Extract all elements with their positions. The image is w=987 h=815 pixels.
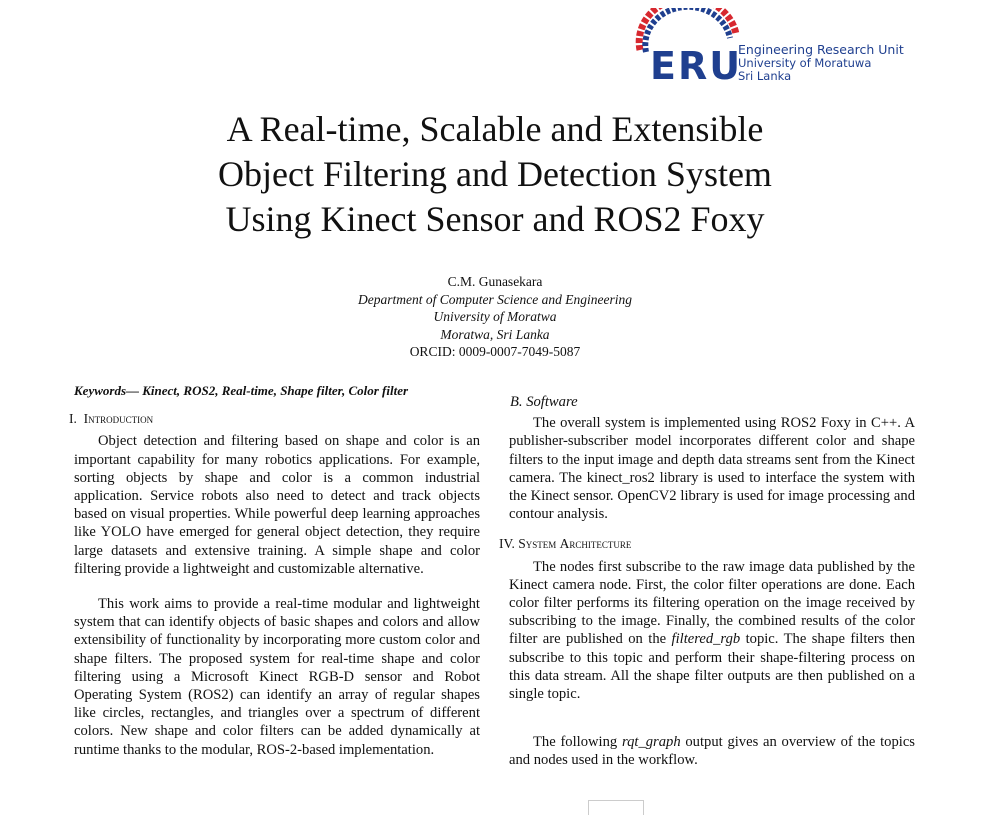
filtered-rgb-topic: filtered_rgb (671, 631, 741, 648)
author-location: Moratwa, Sri Lanka (440, 326, 550, 342)
architecture-paragraph-2 (509, 733, 915, 769)
software-heading: B. Software (510, 394, 578, 410)
introduction-paragraph-1: Object detection and filtering based on shape and color is an important capability for many robotics applications. For example, sorting objects by shape and color is a common industrial application. Service robots also need to detect and track objects based on visual properties. While powerful deep learning approaches like YOLO have emerged for general object detection, they require large datasets and extensive training. A simple shape and color filtering provide a lightweight and customizable alternative. (74, 433, 480, 577)
architecture-numeral: IV. (499, 536, 515, 552)
introduction-heading (69, 410, 480, 428)
introduction-numeral: I. (69, 411, 77, 427)
title-line-1: A Real-time, Scalable and Extensible (226, 109, 764, 149)
author-block (250, 273, 740, 361)
introduction-heading-cap: I (83, 411, 89, 427)
architecture-paragraph-1 (509, 558, 915, 704)
rqt-graph-tool: rqt_graph (621, 734, 681, 751)
logo-country: Sri Lanka (738, 69, 792, 83)
author-department: Department of Computer Science and Engineering (357, 291, 633, 307)
author-name: C.M. Gunasekara (447, 274, 543, 289)
architecture-p1-b: topic. The shape filters then subscribe to this topic and perform their shape-filtering process on this data stream. All the shape filter outputs are then published on a single topic. (509, 631, 915, 703)
author-orcid: ORCID: 0009-0007-7049-5087 (409, 344, 581, 359)
architecture-p1-a: The nodes first subscribe to the raw image data published by the Kinect camera node. First, the color filter operations are done. Each color filter performs its filtering operation on the image received by subscribing to the image. Finally, the combined results of the color filter are published on the (509, 558, 915, 648)
left-column (69, 382, 480, 759)
logo-unit-name: Engineering Research Unit (738, 42, 904, 57)
title-line-3: Using Kinect Sensor and ROS2 Foxy (225, 199, 765, 239)
architecture-heading-rest: ystem (525, 536, 560, 552)
introduction-heading-rest: ntroduction (88, 411, 154, 427)
logo-text (738, 42, 904, 83)
architecture-heading-cap: S (518, 536, 526, 552)
keywords: Keywords— Kinect, ROS2, Real-time, Shape filter, Color filter (74, 383, 409, 398)
logo-letters: ERU (650, 44, 743, 88)
architecture-heading (499, 535, 915, 553)
author-university: University of Moratwa (433, 309, 557, 324)
paper-title (150, 107, 840, 242)
architecture-p2-a: The following (533, 734, 622, 751)
architecture-p2-b: output gives an overview of the topics and nodes used in the workflow. (509, 734, 915, 769)
architecture-heading-cap2: A (559, 536, 570, 552)
software-paragraph: The overall system is implemented using ROS2 Foxy in C++. A publisher-subscriber model incorporates different color and shape filters to the input image and depth data streams sent from the Kinect camera. The kinect_ros2 library is used to interface the system with the Kinect sensor. OpenCV2 library is used for image processing and contour analysis. (509, 415, 915, 523)
architecture-heading-rest2: rchitecture (569, 536, 632, 552)
eru-logo (632, 8, 922, 88)
introduction-paragraph-2: This work aims to provide a real-time modular and lightweight system that can identify objects of basic shapes and colors and allow extensibility of functionality by incorporating more custom color and shape filters. The proposed system for real-time shape and color filtering using a Microsoft Kinect RGB-D sensor and Robot Operating System (ROS2) can identify an array of regular shapes like circles, rectangles, and triangles over a spectrum of different colors. New shape and color filters can be added dynamically at runtime thanks to the modular, ROS-2-based implementation. (74, 596, 480, 758)
right-column (499, 393, 915, 770)
logo-university: University of Moratuwa (738, 56, 872, 70)
rqt-graph-figure (588, 800, 644, 815)
title-line-2: Object Filtering and Detection System (218, 154, 772, 194)
